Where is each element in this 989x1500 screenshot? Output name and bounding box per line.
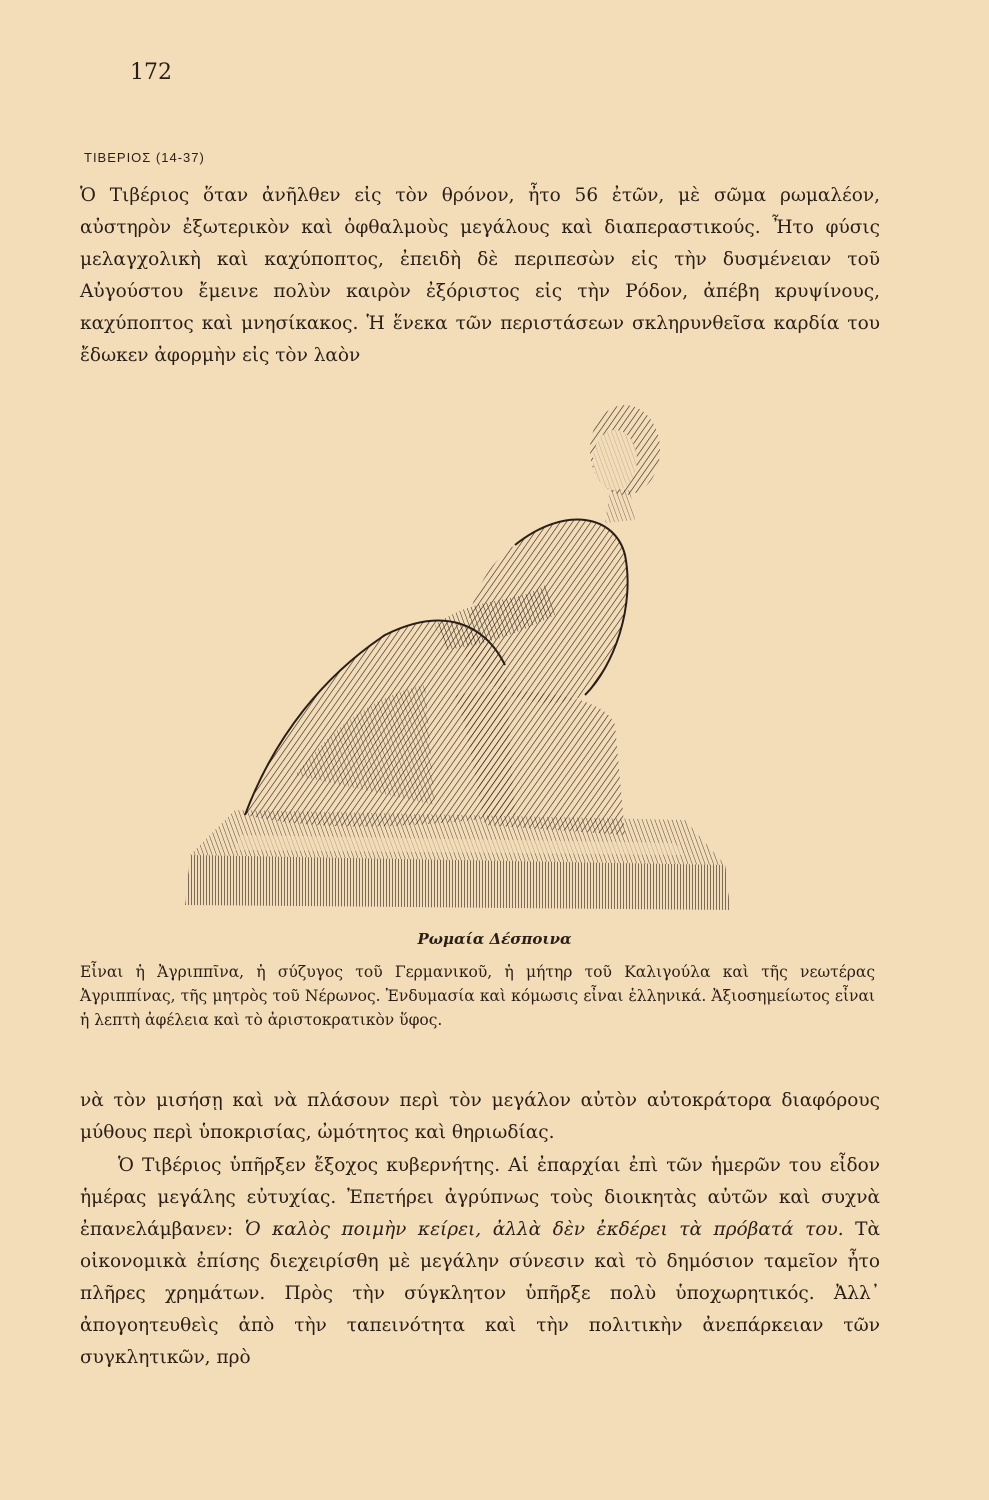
section-heading: ΤΙΒΕΡΙΟΣ (14-37) <box>84 150 205 165</box>
shepherd-quote: Ὁ καλὸς ποιμὴν κείρει, ἀλλὰ δὲν ἐκδέρει τὰ πρόβατά του. <box>244 1219 844 1240</box>
figure-caption-text: Εἶναι ἡ Ἀγριππῖνα, ἡ σύζυγος τοῦ Γερμανικοῦ, ἡ μήτηρ τοῦ Καλιγούλα καὶ τῆς νεωτέρας Ἀγριππίνας, τῆς μητρὸς τοῦ Νέρωνος. Ἐνδυμασία καὶ κόμωσις εἶναι ἑλληνικά. Ἀξιοσημείωτος εἶναι ἡ λεπτὴ ἀφέλεια καὶ τὸ ἀριστοκρατικὸν ὕφος. <box>80 963 875 1029</box>
paragraph-governance-text-1: Ὁ Τιβέριος ὑπῆρξεν ἔξοχος κυβερνήτης. Αἱ ἐπαρχίαι ἐπὶ τῶν ἡμερῶν του εἶδον ἡμέρας μεγάλης εὐτυχίας. Ἐπετήρει ἀγρύπνως τοὺς διοικητὰς αὐτῶν καὶ συχνὰ ἐπανελάμβανεν: <box>80 1155 880 1240</box>
figure-caption-title: Ρωμαία Δέσποινα <box>417 930 572 948</box>
page-number: 172 <box>130 60 172 85</box>
paragraph-continuation: νὰ τὸν μισήσῃ καὶ νὰ πλάσουν περὶ τὸν μεγάλον αὐτὸν αὐτοκράτορα διαφόρους μύθους περὶ ὑποκρισίας, ὠμότητος καὶ θηριωδίας. <box>80 1090 880 1143</box>
statue-illustration <box>185 395 735 910</box>
paragraph-governance <box>80 1150 880 1374</box>
paragraph-governance-text-2: Τὰ οἰκονομικὰ ἐπίσης διεχειρίσθη μὲ μεγάλην σύνεσιν καὶ τὸ δημόσιον ταμεῖον ἦτο πλῆρες χρημάτων. Πρὸς τὴν σύγκλητον ὑπῆρξε πολὺ ὑποχωρητικός. Ἀλλ᾽ ἀπογοητευθεὶς ἀπὸ τὴν ταπεινότητα καὶ τὴν πολιτικὴν ἀνεπάρκειαν τῶν συγκλητικῶν, πρὸ <box>80 1219 881 1368</box>
paragraph-intro: Ὁ Τιβέριος ὅταν ἀνῆλθεν εἰς τὸν θρόνον, ἦτο 56 ἐτῶν, μὲ σῶμα ρωμαλέον, αὐστηρὸν ἐξωτερικὸν καὶ ὀφθαλμοὺς μεγάλους καὶ διαπεραστικούς. Ἦτο φύσις μελαγχολικὴ καὶ καχύποπτος, ἐπειδὴ δὲ περιπεσὼν εἰς τὴν δυσμένειαν τοῦ Αὐγούστου ἔμεινε πολὺν καιρὸν ἐξόριστος εἰς τὴν Ρόδον, ἀπέβη κρυψίνους, καχύποπτος καὶ μνησίκακος. Ἡ ἕνεκα τῶν περιστάσεων σκληρυνθεῖσα καρδία του ἔδωκεν ἀφορμὴν εἰς τὸν λαὸν <box>80 185 880 366</box>
